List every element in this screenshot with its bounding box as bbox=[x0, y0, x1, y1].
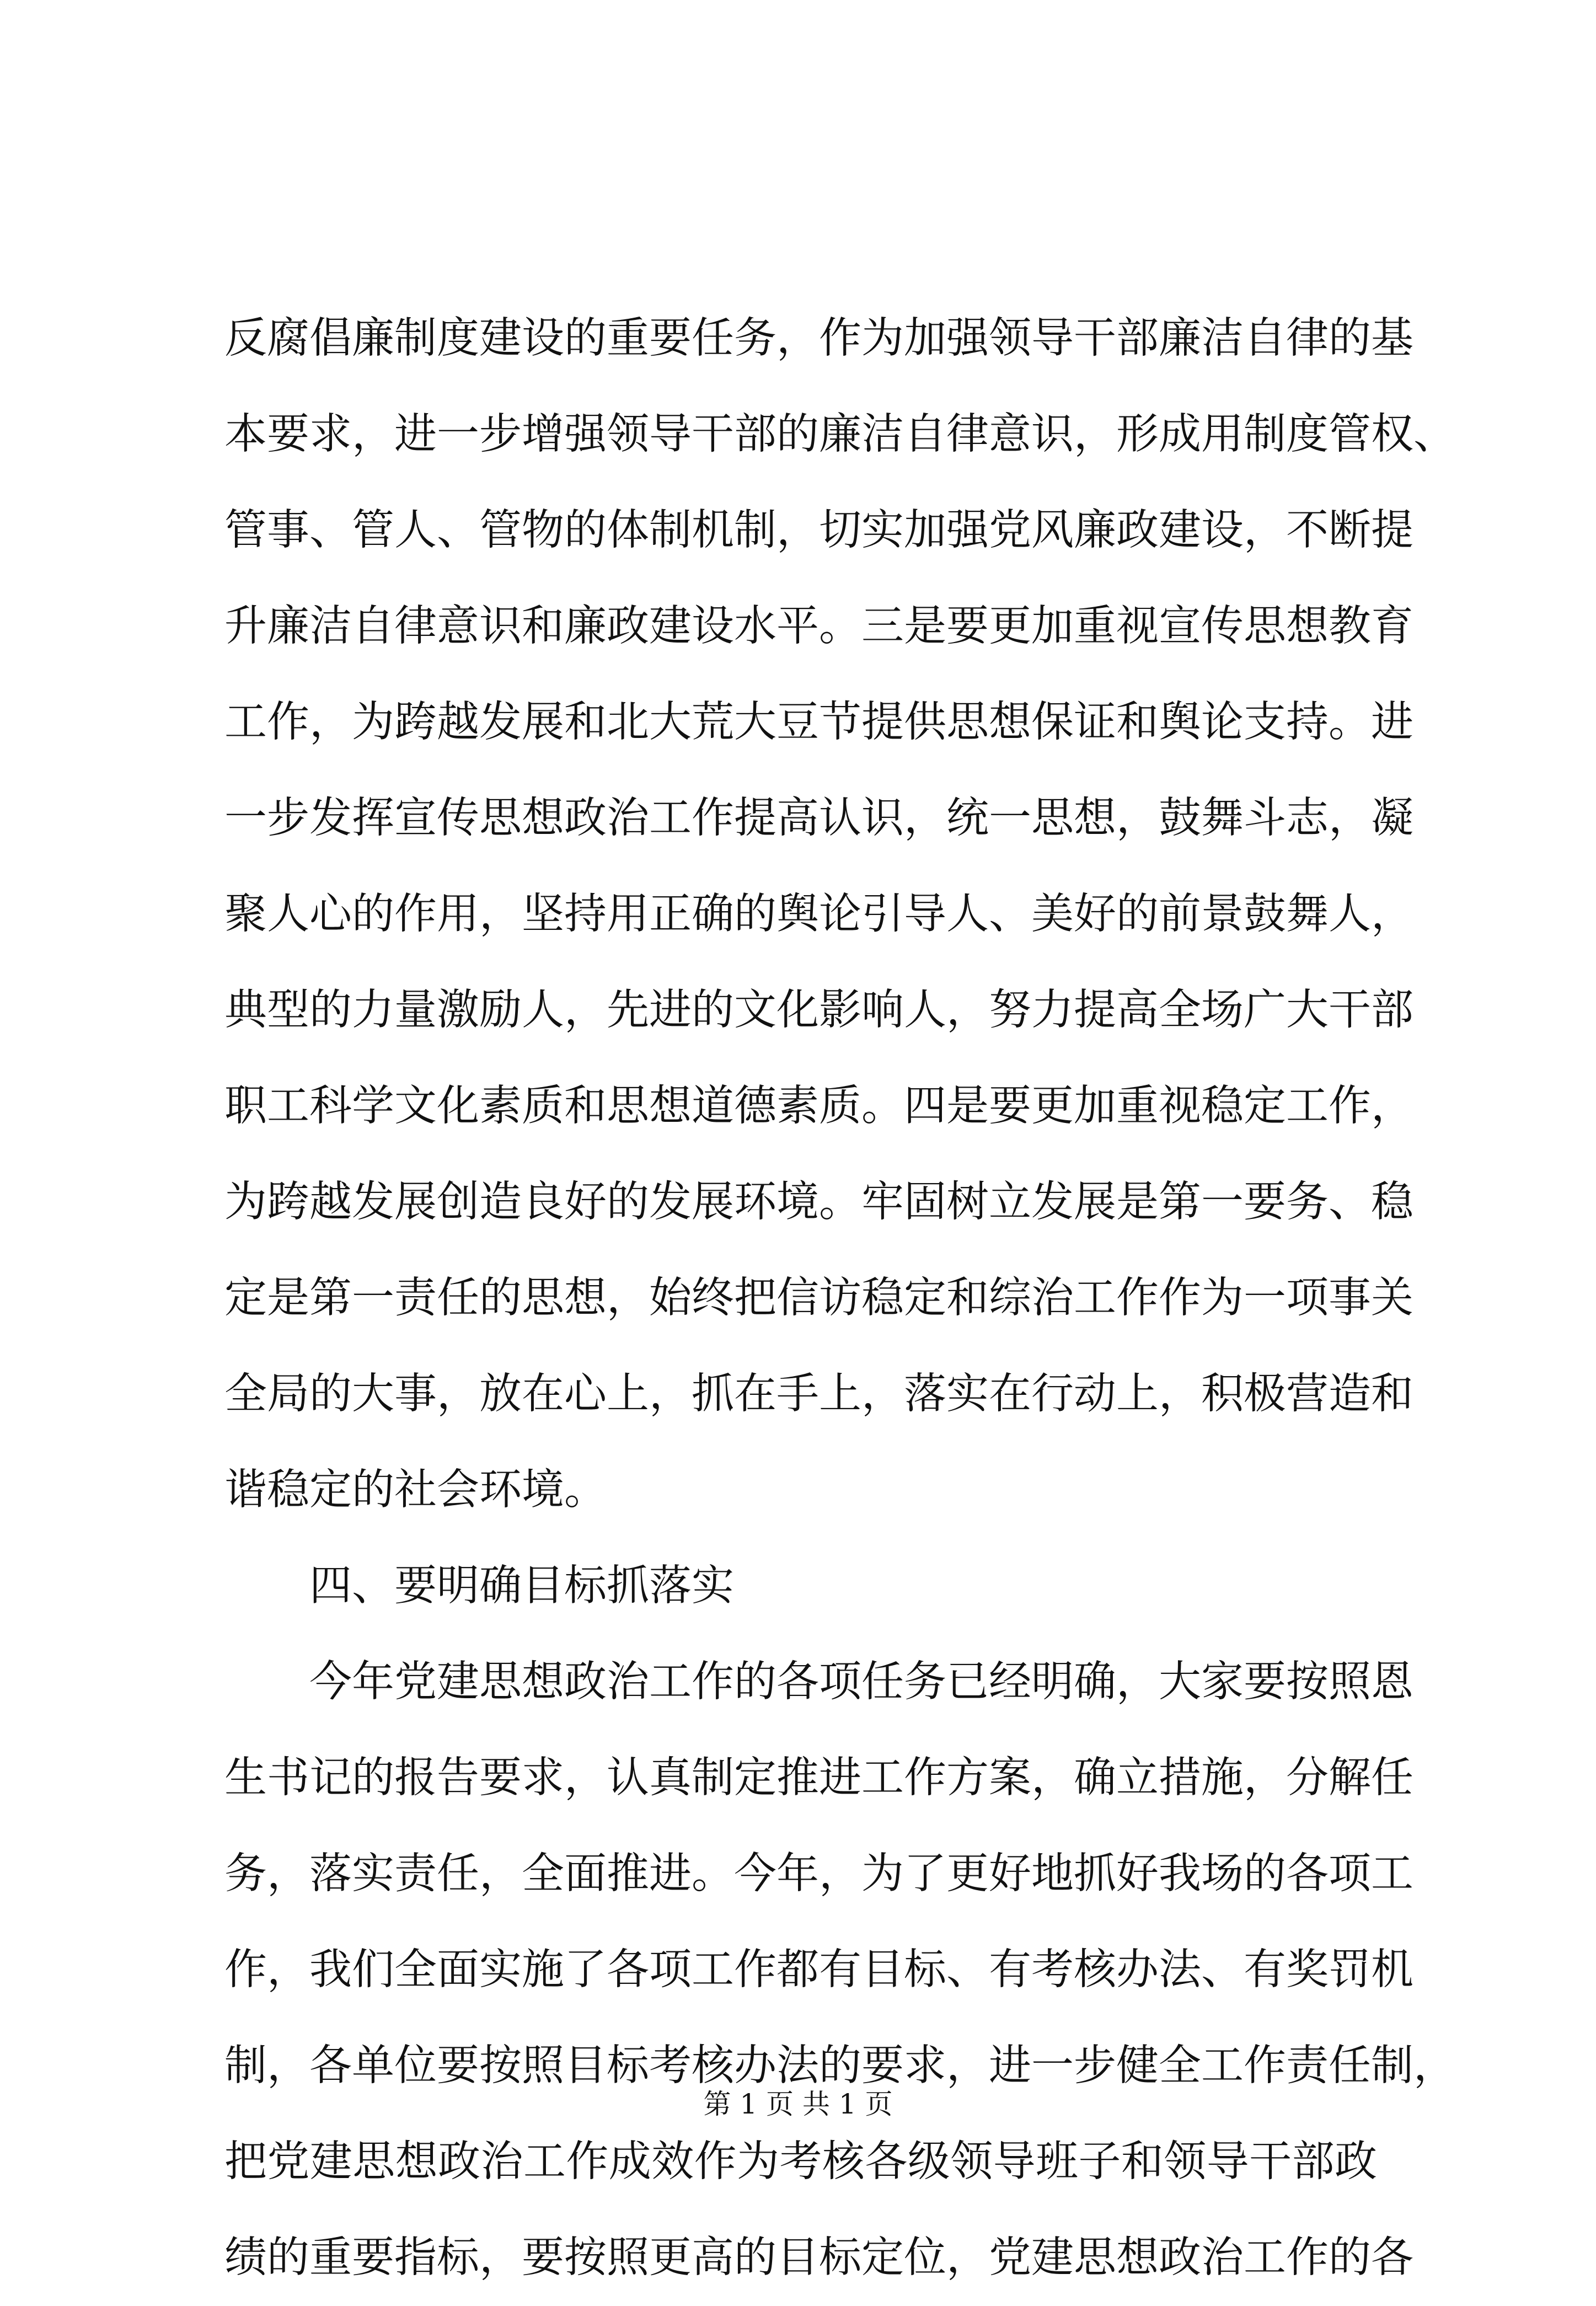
document-body bbox=[224, 291, 1456, 2306]
paragraph-line: 作，我们全面实施了各项工作都有目标、有考核办法、有奖罚机 bbox=[224, 1945, 1413, 1994]
paragraph-line: 工作，为跨越发展和北大荒大豆节提供思想保证和舆论支持。进 bbox=[224, 698, 1413, 747]
paragraph-line: 本要求，进一步增强领导干部的廉洁自律意识，形成用制度管权、 bbox=[224, 410, 1456, 459]
paragraph-line: 务，落实责任，全面推进。今年，为了更好地抓好我场的各项工 bbox=[224, 1849, 1413, 1898]
paragraph-line: 聚人心的作用，坚持用正确的舆论引导人、美好的前景鼓舞人， bbox=[224, 890, 1413, 939]
paragraph-line: 全局的大事，放在心上，抓在手上，落实在行动上，积极营造和 bbox=[224, 1369, 1413, 1419]
paragraph-line: 职工科学文化素质和思想道德素质。四是要更加重视稳定工作， bbox=[224, 1082, 1413, 1131]
section-heading: 四、要明确目标抓落实 bbox=[309, 1561, 734, 1611]
paragraph-line: 为跨越发展创造良好的发展环境。牢固树立发展是第一要务、稳 bbox=[224, 1178, 1413, 1227]
paragraph-line: 升廉洁自律意识和廉政建设水平。三是要更加重视宣传思想教育 bbox=[224, 602, 1413, 651]
paragraph-line: 谐稳定的社会环境。 bbox=[224, 1465, 607, 1515]
paragraph-line: 管事、管人、管物的体制机制，切实加强党风廉政建设，不断提 bbox=[224, 506, 1413, 555]
paragraph-line: 定是第一责任的思想，始终把信访稳定和综治工作作为一项事关 bbox=[224, 1274, 1413, 1323]
paragraph-line: 制，各单位要按照目标考核办法的要求，进一步健全工作责任制， bbox=[224, 2041, 1456, 2090]
paragraph-line: 典型的力量激励人，先进的文化影响人，努力提高全场广大干部 bbox=[224, 986, 1413, 1035]
paragraph-line: 把党建思想政治工作成效作为考核各级领导班子和领导干部政 bbox=[224, 2137, 1377, 2186]
paragraph-line: 生书记的报告要求，认真制定推进工作方案，确立措施，分解任 bbox=[224, 1753, 1413, 1802]
paragraph-line: 反腐倡廉制度建设的重要任务，作为加强领导干部廉洁自律的基 bbox=[224, 314, 1413, 363]
paragraph-line: 绩的重要指标，要按照更高的目标定位，党建思想政治工作的各 bbox=[224, 2233, 1413, 2282]
page-number-footer: 第 1 页 共 1 页 bbox=[703, 2088, 893, 2120]
paragraph-line: 今年党建思想政治工作的各项任务已经明确，大家要按照恩 bbox=[309, 1657, 1413, 1706]
paragraph-line: 一步发挥宣传思想政治工作提高认识，统一思想，鼓舞斗志，凝 bbox=[224, 794, 1413, 843]
